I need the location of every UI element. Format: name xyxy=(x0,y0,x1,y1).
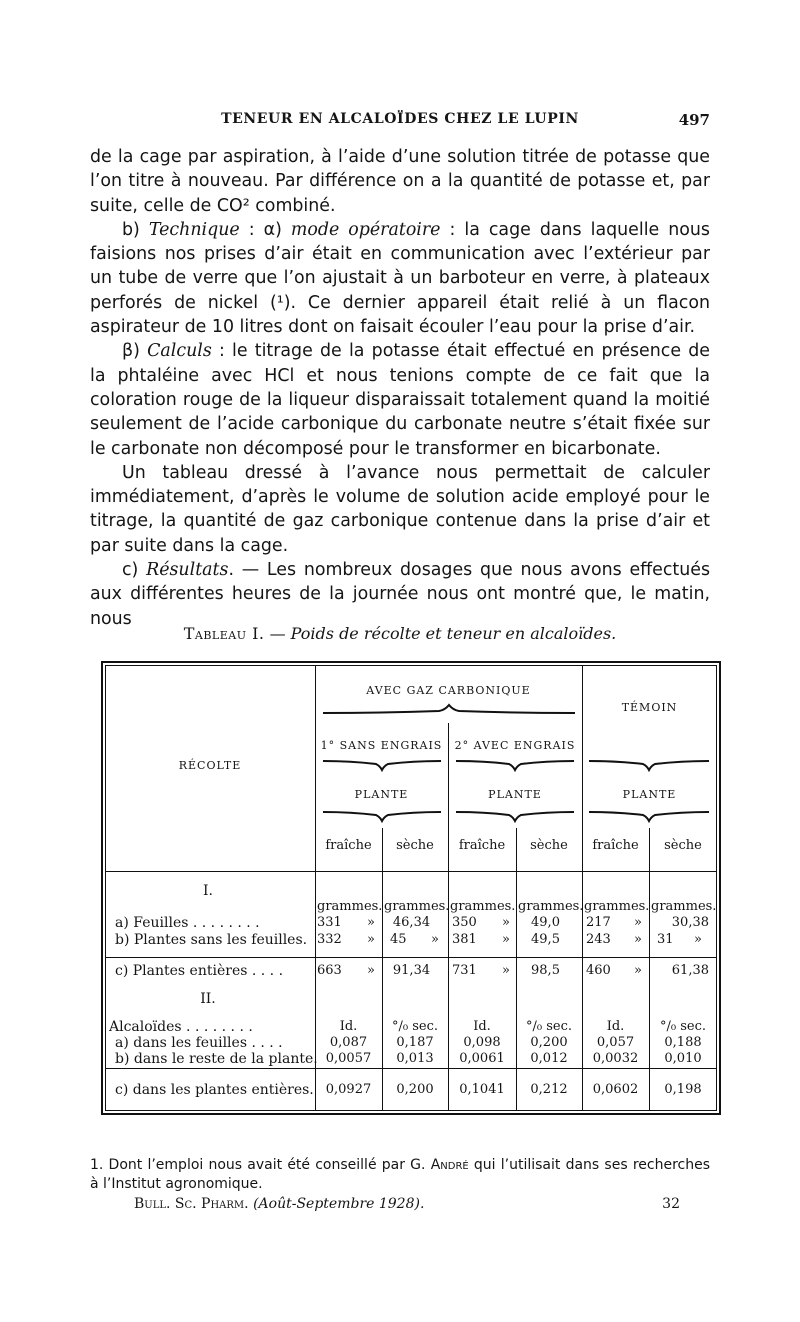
table-cell: 0,0032 xyxy=(592,1051,639,1066)
table-cell: 217 xyxy=(586,915,611,930)
row-label: b) dans le reste de la plante. xyxy=(115,1051,318,1067)
row-label: b) Plantes sans les feuilles. xyxy=(115,932,308,948)
row-label: a) Feuilles . . . . . . . . xyxy=(115,915,260,931)
header-plante: PLANTE xyxy=(622,788,677,801)
unit-cell: °/₀ sec. xyxy=(525,1019,572,1034)
body-text xyxy=(90,145,710,631)
header-avec-gaz: AVEC GAZ CARBONIQUE xyxy=(366,684,531,697)
unit-cell: grammes. xyxy=(450,899,516,914)
paragraph-resultats xyxy=(90,558,710,631)
ditto-mark: » xyxy=(502,963,510,978)
header-plante: PLANTE xyxy=(354,788,409,801)
header-fraiche: fraîche xyxy=(325,838,372,853)
unit-cell: grammes. xyxy=(317,899,383,914)
table-cell: 46,34 xyxy=(392,915,431,930)
unit-cell: Id. xyxy=(473,1019,491,1034)
header-avec-engrais: 2° AVEC ENGRAIS xyxy=(454,739,576,752)
row-label: a) dans les feuilles . . . . xyxy=(115,1035,283,1051)
item-marker: c) xyxy=(122,560,147,581)
header-plante: PLANTE xyxy=(488,788,542,801)
text-run: . — Les nombreux dosages que nous avons effectués aux différentes heures de la journée nous ont montré que, le matin, nous xyxy=(90,560,711,629)
caption-label: Tableau I. xyxy=(183,624,265,643)
footnote-text: 1. Dont l’emploi nous avait été conseillé par G. xyxy=(90,1157,431,1173)
table-cell: 0,200 xyxy=(396,1082,434,1097)
item-marker: b) xyxy=(122,219,149,240)
header-recolte: RÉCOLTE xyxy=(178,759,242,772)
caption-dash: — xyxy=(264,624,291,643)
journal-name: Bull. Sc. Pharm. xyxy=(134,1196,249,1212)
italic-term: Technique xyxy=(148,219,240,240)
brace-plante xyxy=(456,809,574,823)
paragraph-tableau: Un tableau dressé à l’avance nous permettait de calculer immédiatement, d’après le volume de solution acide employé pour le titrage, la quantité de gaz carbonique contenue dans la prise d’air et par suite dans la cage. xyxy=(90,462,710,556)
header-sans-engrais: 1° SANS ENGRAIS xyxy=(320,739,443,752)
header-fraiche: fraîche xyxy=(458,838,506,853)
table-cell: 91,34 xyxy=(392,963,431,978)
italic-term: Résultats xyxy=(146,560,229,581)
text-run: : la cage dans laquelle nous faisions nos prises d’air était en communication avec l’extérieur par un tube de verre que l’on ajustait à un barboteur en verre, à plateaux perforés de nickel (¹). Ce dernier appareil était relié à un flacon aspirateur de 10 litres dont on faisait écouler l’eau pour la prise d’air. xyxy=(90,219,710,338)
unit-cell: grammes. xyxy=(584,899,650,914)
brace-sans-engrais xyxy=(323,758,441,772)
table-cell: 0,188 xyxy=(664,1035,702,1050)
brace-avec-gaz xyxy=(323,703,575,717)
paragraph-1: de la cage par aspiration, à l’aide d’une solution titrée de potasse que l’on titre à nouveau. Par différence on a la quantité de potasse et, par suite, celle de CO² combiné. xyxy=(90,147,710,216)
row-label-heading: Alcaloïdes . . . . . . . . xyxy=(109,1019,253,1035)
ditto-mark: » xyxy=(634,963,642,978)
table-cell: 0,0602 xyxy=(592,1082,639,1097)
row-rule xyxy=(105,957,717,958)
table-cell: 350 xyxy=(452,915,477,930)
table-cell: 0,0927 xyxy=(325,1082,372,1097)
brace-plante xyxy=(589,809,709,823)
table-cell: 31 xyxy=(657,932,674,947)
table-cell: 0,012 xyxy=(530,1051,568,1066)
ditto-mark: » xyxy=(634,932,642,947)
unit-cell: °/₀ sec. xyxy=(391,1019,438,1034)
row-rule xyxy=(105,1068,717,1069)
header-fraiche: fraîche xyxy=(592,838,639,853)
caption-title: Poids de récolte et teneur en alcaloïdes. xyxy=(290,624,617,643)
ditto-mark: » xyxy=(502,915,510,930)
italic-term: mode opératoire xyxy=(290,219,441,240)
brace-temoin xyxy=(589,758,709,772)
table-cell: 0,057 xyxy=(596,1035,635,1050)
unit-cell: Id. xyxy=(606,1019,625,1034)
table-cell: 460 xyxy=(586,963,611,978)
running-head xyxy=(90,111,710,135)
paragraph-technique xyxy=(90,218,710,339)
header-temoin: TÉMOIN xyxy=(621,701,678,714)
table-cell: 331 xyxy=(317,915,342,930)
table-cell: 0,098 xyxy=(463,1035,501,1050)
unit-cell: grammes. xyxy=(651,899,717,914)
item-marker: β) xyxy=(122,341,148,362)
table-cell: 0,010 xyxy=(664,1051,702,1066)
table-cell: 0,200 xyxy=(530,1035,568,1050)
table-cell: 0,0061 xyxy=(459,1051,505,1066)
table-cell: 0,198 xyxy=(664,1082,702,1097)
footnote-text: qui l’utilisait dans ses recherches à l’Institut agronomique. xyxy=(90,1157,710,1192)
table-cell: 731 xyxy=(452,963,477,978)
table-caption xyxy=(90,624,710,643)
table-cell: 663 xyxy=(317,963,342,978)
ditto-mark: » xyxy=(694,932,702,947)
unit-cell: Id. xyxy=(339,1019,358,1034)
table-cell: 0,0057 xyxy=(325,1051,372,1066)
table-cell: 45 xyxy=(390,932,407,947)
table-cell: 0,212 xyxy=(530,1082,568,1097)
data-table xyxy=(101,661,721,1115)
header-seche: sèche xyxy=(396,838,434,853)
unit-cell: °/₀ sec. xyxy=(659,1019,706,1034)
row-label-total: c) dans les plantes entières. xyxy=(115,1082,314,1098)
table-cell: 0,1041 xyxy=(459,1082,505,1097)
table-cell: 0,013 xyxy=(396,1051,434,1066)
page-number: 497 xyxy=(678,111,710,129)
table-cell: 49,5 xyxy=(531,932,560,947)
ditto-mark: » xyxy=(367,932,375,947)
ditto-mark: » xyxy=(367,915,375,930)
ditto-mark: » xyxy=(367,963,375,978)
unit-cell: grammes. xyxy=(518,899,584,914)
text-run: : le titrage de la potasse était effectué en présence de la phtaléine avec HCl et nous tenions compte de ce fait que la coloration rouge de la liqueur disparaissait totalement quand la moitié seulement de l’acide carbonique du carbonate neutre s’était fixée sur le carbonate non décomposé pour le transformer en bicarbonate. xyxy=(90,341,710,459)
table-cell: 98,5 xyxy=(531,963,560,978)
paragraph-calculs xyxy=(90,339,710,460)
row-label-total: c) Plantes entières . . . . xyxy=(115,963,284,979)
signature-mark: 32 xyxy=(662,1196,680,1212)
header-seche: sèche xyxy=(664,838,702,853)
table-cell: 61,38 xyxy=(671,963,709,978)
table-cell: 332 xyxy=(317,932,342,947)
journal-reference xyxy=(134,1196,424,1212)
header-bottom-rule xyxy=(105,871,717,872)
header-seche: sèche xyxy=(530,838,568,853)
table-cell: 243 xyxy=(586,932,611,947)
section-title: II. xyxy=(200,991,216,1007)
unit-cell: grammes. xyxy=(384,899,450,914)
brace-plante xyxy=(323,809,441,823)
brace-avec-engrais xyxy=(456,758,574,772)
text-run: : α) xyxy=(239,219,291,240)
journal-issue: (Août-Septembre 1928). xyxy=(253,1196,425,1212)
ditto-mark: » xyxy=(431,932,439,947)
ditto-mark: » xyxy=(634,915,642,930)
italic-term: Calculs xyxy=(147,341,212,362)
table-cell: 0,087 xyxy=(329,1035,368,1050)
table-cell: 381 xyxy=(452,932,477,947)
ditto-mark: » xyxy=(502,932,510,947)
footnote-author: André xyxy=(430,1157,469,1173)
table-cell: 30,38 xyxy=(671,915,709,930)
section-title: I. xyxy=(203,883,213,899)
page-footer xyxy=(134,1196,680,1218)
table-cell: 49,0 xyxy=(531,915,560,930)
table-cell: 0,187 xyxy=(396,1035,434,1050)
footnote xyxy=(90,1156,710,1194)
running-title: TENEUR EN ALCALOÏDES CHEZ LE LUPIN xyxy=(221,111,579,127)
